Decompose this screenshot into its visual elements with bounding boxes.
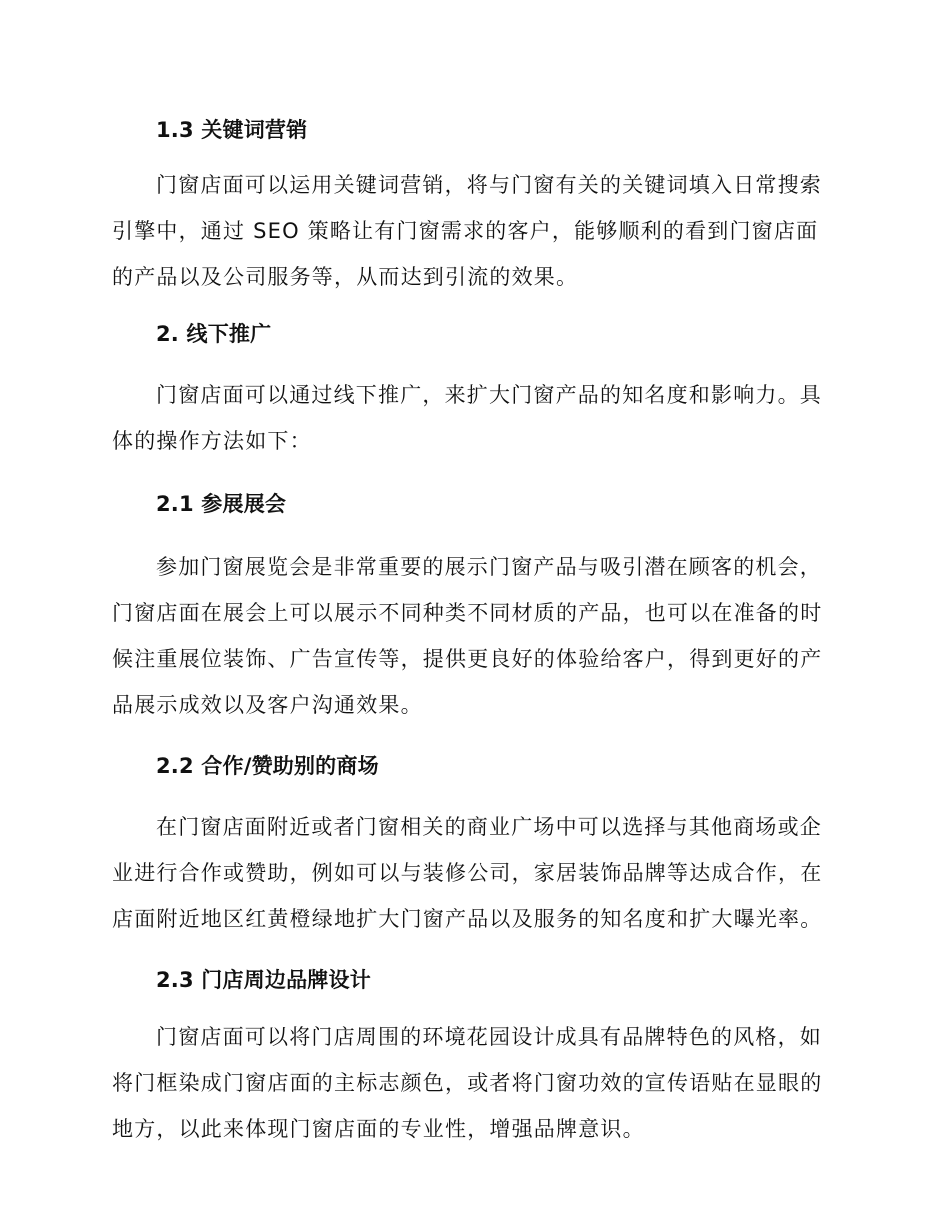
section-paragraph-exhibition: 参加门窗展览会是非常重要的展示门窗产品与吸引潜在顾客的机会，门窗店面在展会上可以展示不同种类不同材质的产品，也可以在准备的时候注重展位装饰、广告宣传等，提供更良好的体验给客户，得到更好的产品展示成效以及客户沟通效果。 <box>112 555 823 717</box>
section-paragraph-store-branding: 门窗店面可以将门店周围的环境花园设计成具有品牌特色的风格，如将门框染成门窗店面的主标志颜色，或者将门窗功效的宣传语贴在显眼的地方，以此来体现门窗店面的专业性，增强品牌意识。 <box>112 1025 823 1141</box>
section-heading-keyword-marketing: 1.3 关键词营销 <box>156 118 308 142</box>
section-heading-exhibition: 2.1 参展展会 <box>156 492 287 516</box>
section-heading-cooperation: 2.2 合作/赞助别的商场 <box>156 754 379 778</box>
section-paragraph-keyword-marketing: 门窗店面可以运用关键词营销，将与门窗有关的关键词填入日常搜索引擎中，通过 SEO 策略让有门窗需求的客户，能够顺利的看到门窗店面的产品以及公司服务等，从而达到引流的效果。 <box>112 173 822 289</box>
section-paragraph-cooperation: 在门窗店面附近或者门窗相关的商业广场中可以选择与其他商场或企业进行合作或赞助，例如可以与装修公司，家居装饰品牌等达成合作，在店面附近地区红黄橙绿地扩大门窗产品以及服务的知名度和扩大曝光率。 <box>112 815 823 931</box>
section-heading-store-branding: 2.3 门店周边品牌设计 <box>156 968 371 992</box>
section-heading-offline-promotion: 2. 线下推广 <box>156 322 272 346</box>
section-paragraph-offline-promotion: 门窗店面可以通过线下推广，来扩大门窗产品的知名度和影响力。具体的操作方法如下： <box>112 383 822 453</box>
document-body <box>112 112 836 1152</box>
